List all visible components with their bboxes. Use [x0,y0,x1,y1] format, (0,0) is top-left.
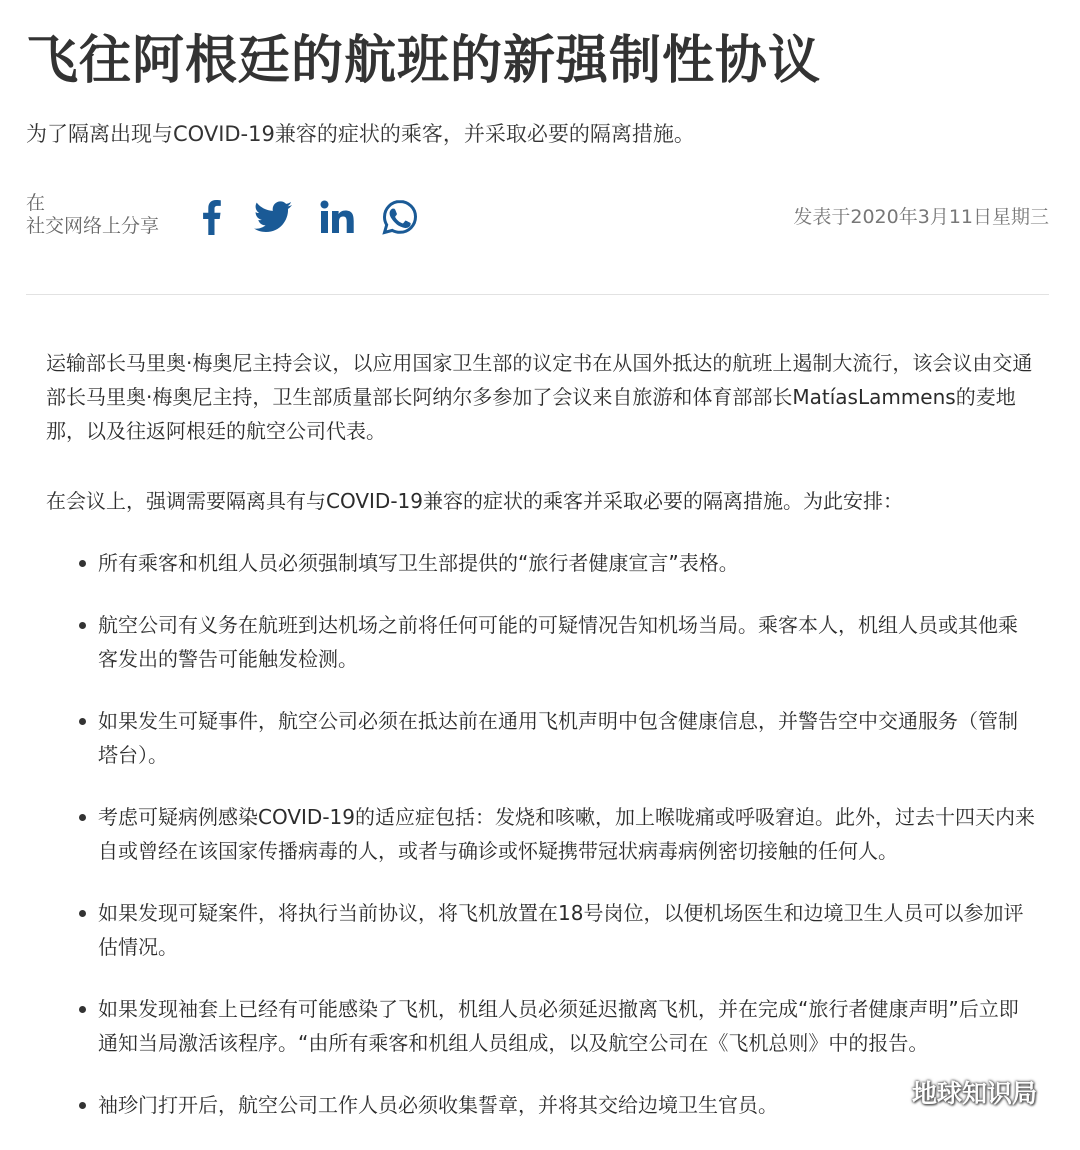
list-item: 考虑可疑病例感染COVID-19的适应症包括：发烧和咳嗽，加上喉咙痛或呼吸窘迫。此外，过去十四天内来自或曾经在该国家传播病毒的人，或者与确诊或怀疑携带冠状病毒病例密切接触的任何人。 [46,800,1036,868]
whatsapp-share-button[interactable] [377,194,423,240]
divider [26,294,1049,295]
whatsapp-icon [381,198,419,236]
wechat-icon [860,1072,904,1112]
bullet-list [46,546,1036,1122]
linkedin-icon [319,200,355,234]
share-label-line-2: 社交网络上分享 [26,215,160,237]
list-item: 如果发现袖套上已经有可能感染了飞机，机组人员必须延迟撤离飞机，并在完成“旅行者健康声明”后立即通知当局激活该程序。“由所有乘客和机组人员组成，以及航空公司在《飞机总则》中的报告。 [46,992,1036,1060]
article-body [46,346,1036,1150]
facebook-share-button[interactable] [188,194,234,240]
paragraph: 运输部长马里奥·梅奥尼主持会议，以应用国家卫生部的议定书在从国外抵达的航班上遏制大流行，该会议由交通部长马里奥·梅奥尼主持，卫生部质量部长阿纳尔多参加了会议来自旅游和体育部部长MatíasLammens的麦地那，以及往返阿根廷的航空公司代表。 [46,351,1033,443]
article-subtitle: 为了隔离出现与COVID-19兼容的症状的乘客，并采取必要的隔离措施。 [26,122,695,146]
article-title: 飞往阿根廷的航班的新强制性协议 [26,31,822,91]
twitter-icon [254,201,292,233]
paragraph: 在会议上，强调需要隔离具有与COVID-19兼容的症状的乘客并采取必要的隔离措施。为此安排： [46,489,904,513]
watermark-text: 地球知识局 [912,1079,1038,1108]
twitter-share-button[interactable] [250,194,296,240]
share-label-line-1: 在 [26,192,46,214]
publish-date: 发表于2020年3月11日星期三 [793,206,1049,228]
share-label [26,192,159,238]
watermark [860,1072,1037,1112]
list-item: 航空公司有义务在航班到达机场之前将任何可能的可疑情况告知机场当局。乘客本人，机组人员或其他乘客发出的警告可能触发检测。 [46,608,1036,676]
linkedin-share-button[interactable] [314,194,360,240]
list-item: 所有乘客和机组人员必须强制填写卫生部提供的“旅行者健康宣言”表格。 [46,546,1036,580]
list-item: 袖珍门打开后，航空公司工作人员必须收集誓章，并将其交给边境卫生官员。 [46,1088,1036,1122]
list-item: 如果发生可疑事件，航空公司必须在抵达前在通用飞机声明中包含健康信息，并警告空中交通服务（管制塔台）。 [46,704,1036,772]
list-item: 如果发现可疑案件，将执行当前协议，将飞机放置在18号岗位，以便机场医生和边境卫生人员可以参加评估情况。 [46,896,1036,964]
facebook-icon [199,199,223,235]
